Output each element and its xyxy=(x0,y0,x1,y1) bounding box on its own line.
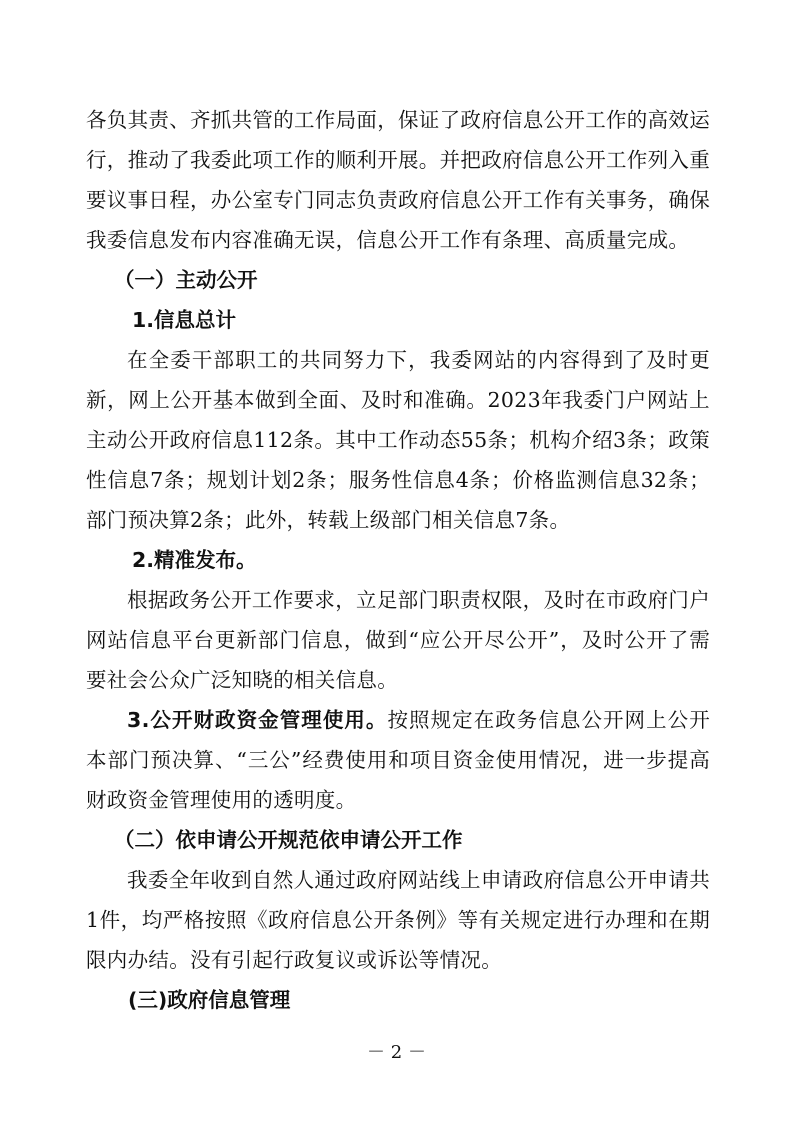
paragraph-fiscal-funds xyxy=(86,700,710,820)
heading-proactive-disclosure: （一）主动公开 xyxy=(114,268,258,292)
paragraph-information-total: 在全委干部职工的共同努力下，我委网站的内容得到了及时更新，网上公开基本做到全面、及时和准确。2023年我委门户网站上主动公开政府信息112条。其中工作动态55条；机构介绍3条；政策性信息7条；规划计划2条；服务性信息4条；价格监测信息32条；部门预决算2条；此外，转载上级部门相关信息7条。 xyxy=(86,348,710,532)
heading-precise-release: 2.精准发布。 xyxy=(132,548,257,572)
heading-information-management: (三)政府信息管理 xyxy=(128,988,291,1012)
fiscal-funds-text: 按照规定在政务信息公开网上公开本部门预决算、“三公”经费使用和项目资金使用情况，进一步提高财政资金管理使用的透明度。 xyxy=(86,708,711,812)
paragraph-precise-release: 根据政务公开工作要求，立足部门职责权限，及时在市政府门户网站信息平台更新部门信息，做到“应公开尽公开”，及时公开了需要社会公众广泛知晓的相关信息。 xyxy=(86,588,710,692)
heading-application-disclosure: （二）依申请公开规范依申请公开工作 xyxy=(114,828,463,852)
page-number: － 2 － xyxy=(367,1042,426,1063)
fiscal-funds-lead: 3.公开财政资金管理使用。 xyxy=(127,708,388,732)
document-body xyxy=(86,100,710,1020)
paragraph-work-structure: 各负其责、齐抓共管的工作局面，保证了政府信息公开工作的高效运行，推动了我委此项工作的顺利开展。并把政府信息公开工作列入重要议事日程，办公室专门同志负责政府信息公开工作有关事务，确保我委信息发布内容准确无误，信息公开工作有条理、高质量完成。 xyxy=(86,108,710,252)
heading-information-total: 1.信息总计 xyxy=(132,308,237,332)
paragraph-application-disclosure: 我委全年收到自然人通过政府网站线上申请政府信息公开申请共1件，均严格按照《政府信息公开条例》等有关规定进行办理和在期限内办结。没有引起行政复议或诉讼等情况。 xyxy=(86,868,710,972)
